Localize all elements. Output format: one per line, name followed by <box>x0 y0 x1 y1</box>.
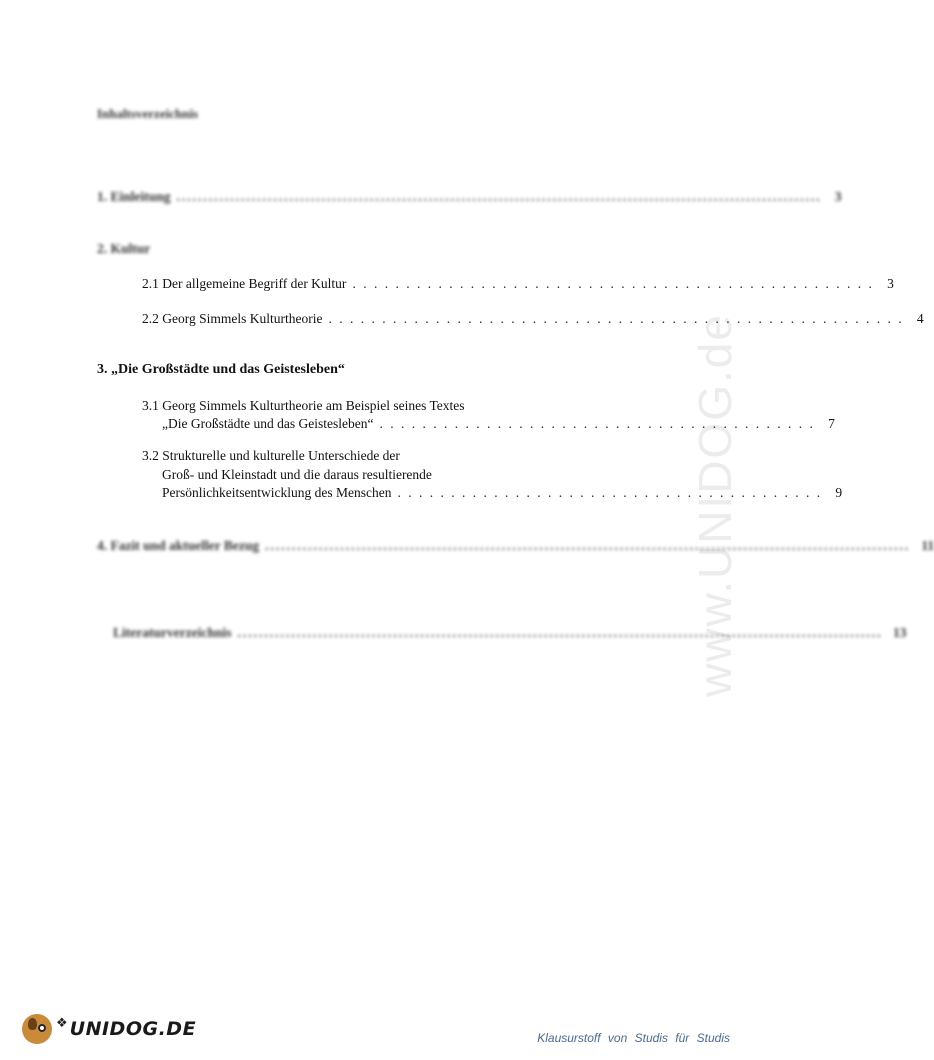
toc-entry-line: Groß- und Kleinstadt und die daraus resultierende <box>162 467 432 482</box>
toc-page-number: 3 <box>887 276 894 291</box>
leader-dots: ........................................................................................................................ <box>237 625 883 640</box>
toc-page-number: 11 <box>921 538 934 553</box>
toc-entry-last-line <box>142 415 835 433</box>
leader-dots: . . . . . . . . . . . . . . . . . . . . . . . . . . . . . . . . . . . . . . . . . <box>379 416 815 431</box>
toc-entry-label: 1. Einleitung <box>97 189 171 204</box>
toc-entry-label: 2.1 Der allgemeine Begriff der Kultur <box>142 276 347 291</box>
paw-icon: ❖ <box>56 1015 68 1031</box>
logo-text: UNIDOG.DE <box>69 1018 197 1040</box>
toc-entry-label: 4. Fazit und aktueller Bezug <box>97 538 260 553</box>
toc-entry-label: Literaturverzeichnis <box>113 625 232 640</box>
toc-entry-2 <box>97 240 150 258</box>
toc-entry-3: 3. „Die Großstädte und das Geistesleben“ <box>97 362 345 377</box>
toc-page-number: 3 <box>834 189 842 204</box>
leader-dots: ........................................................................................................................ <box>265 538 911 553</box>
toc-entry-line: 3.1 Georg Simmels Kulturtheorie am Beispiel seines Textes <box>142 398 465 413</box>
toc-entry-3-2 <box>142 446 843 502</box>
toc-entry-1 <box>97 188 842 206</box>
toc-entry-label: „Die Großstädte und das Geistesleben“ <box>162 416 374 431</box>
toc-entry-2-2 <box>142 310 924 328</box>
unidog-logo[interactable] <box>22 1014 196 1044</box>
toc-page-number: 4 <box>916 311 924 326</box>
leader-dots: . . . . . . . . . . . . . . . . . . . . . . . . . . . . . . . . . . . . . . . . . . . . . . . . . <box>352 276 874 291</box>
watermark: www.UNIDOG.de <box>689 313 741 697</box>
toc-heading: Inhaltsverzeichnis <box>97 106 199 121</box>
footer-tagline: Klausurstoff von Studis für Studis <box>537 1031 730 1045</box>
leader-dots: ........................................................................................................................ <box>176 189 822 204</box>
leader-dots: . . . . . . . . . . . . . . . . . . . . . . . . . . . . . . . . . . . . . . . . . . . . . . . . . . . . . . <box>328 311 904 326</box>
dog-mascot-icon <box>22 1014 52 1044</box>
toc-entry-label: Persönlichkeitsentwicklung des Menschen <box>162 485 392 500</box>
toc-entry-literature <box>113 624 907 642</box>
toc-page-number: 9 <box>835 485 843 500</box>
toc-entry-label: 2.2 Georg Simmels Kulturtheorie <box>142 311 323 326</box>
toc-entry-4 <box>97 537 934 555</box>
toc-page-number: 13 <box>892 625 907 640</box>
toc-entry-line: 3.2 Strukturelle und kulturelle Unterschiede der <box>142 448 400 463</box>
toc-entry-2-1 <box>142 275 894 293</box>
leader-dots: . . . . . . . . . . . . . . . . . . . . . . . . . . . . . . . . . . . . . . . . <box>397 485 823 500</box>
toc-entry-last-line <box>142 484 843 502</box>
toc-entry-3-1 <box>142 396 835 433</box>
toc-entry-label: 2. Kultur <box>97 241 151 256</box>
toc-page-number: 7 <box>828 416 835 431</box>
